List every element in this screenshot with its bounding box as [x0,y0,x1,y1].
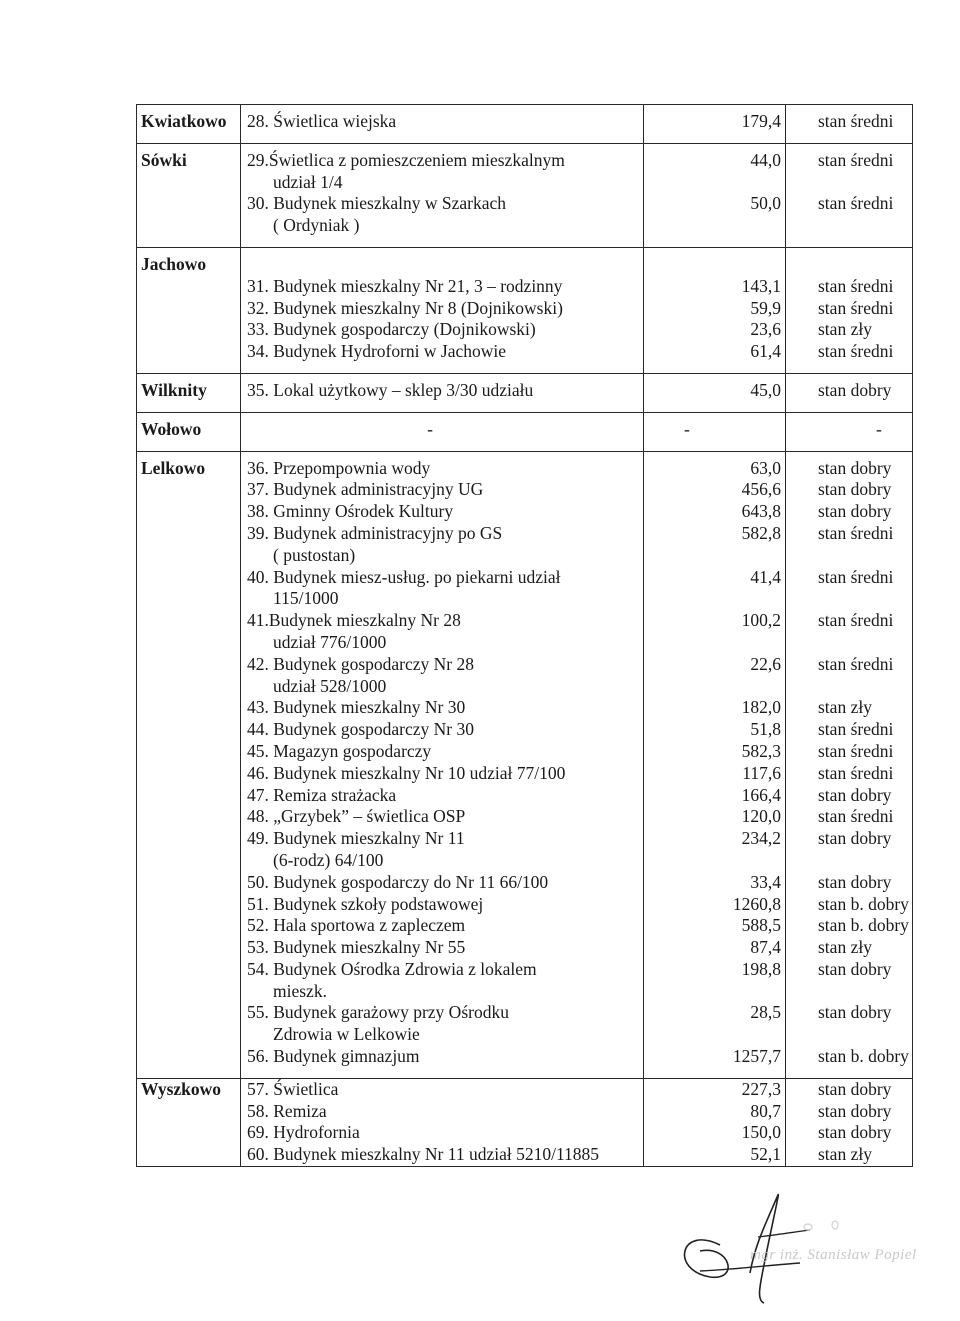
area-value: 234,2 [741,828,781,849]
condition-value: stan średni [818,806,894,827]
signature-stamp-text: mgr inż. Stanisław Popiel [750,1247,917,1263]
condition-cell [786,1078,913,1166]
item-description: 46. Budynek mieszkalny Nr 10 udział 77/100 [247,762,566,783]
table-row [137,1078,913,1166]
condition-cell [786,247,913,373]
item-description: 36. Przepompownia wody [247,457,431,478]
area-value: 582,8 [741,522,781,543]
items-cell [241,105,644,144]
condition-value: stan średni [818,522,894,543]
location-cell [137,105,241,144]
table-row [137,373,913,412]
area-value: 80,7 [750,1100,781,1121]
table-row [137,143,913,247]
area-value: 44,0 [750,149,781,170]
location-name: Lelkowo [141,457,206,478]
item-description: 28. Świetlica wiejska [247,111,397,131]
item-description: 58. Remiza [247,1100,327,1121]
area-value: 120,0 [741,806,781,827]
location-cell [137,1078,241,1166]
item-description: 34. Budynek Hydroforni w Jachowie [247,341,507,362]
condition-value: stan zły [818,1144,872,1165]
item-description: udział 1/4 [273,171,343,192]
area-value: 87,4 [750,937,781,958]
item-description: 39. Budynek administracyjny po GS [247,522,503,543]
area-value: 41,4 [750,566,781,587]
location-cell [137,247,241,373]
area-value: 63,0 [750,457,781,478]
condition-cell [786,143,913,247]
location-name: Kwiatkowo [141,111,227,131]
table-row [137,247,913,373]
item-description: 30. Budynek mieszkalny w Szarkach [247,193,507,214]
condition-value: stan średni [818,610,894,631]
condition-value: stan dobry [818,871,892,892]
area-value: 33,4 [750,871,781,892]
item-description: 38. Gminny Ośrodek Kultury [247,501,454,522]
item-description: mieszk. [273,980,327,1001]
item-description: ( pustostan) [273,544,356,565]
area-value: 227,3 [741,1078,781,1099]
items-cell [241,1078,644,1166]
condition-value: stan dobry [818,1100,892,1121]
area-value: 588,5 [741,915,781,936]
location-cell [137,451,241,1078]
item-description: 37. Budynek administracyjny UG [247,479,484,500]
item-description: (6-rodz) 64/100 [273,849,384,870]
item-description: udział 776/1000 [273,631,387,652]
condition-value: stan średni [818,566,894,587]
condition-value: stan dobry [818,828,892,849]
item-description: 50. Budynek gospodarczy do Nr 11 66/100 [247,871,549,892]
condition-value: stan dobry [818,479,892,500]
area-cell [644,373,786,412]
item-description: 32. Budynek mieszkalny Nr 8 (Dojnikowski) [247,297,563,318]
area-value: 166,4 [741,784,781,805]
condition-value: stan średni [818,653,894,674]
area-cell [644,412,786,451]
property-table [136,104,913,1167]
condition-cell [786,412,913,451]
item-description: udział 528/1000 [273,675,387,696]
item-description: 45. Magazyn gospodarczy [247,740,432,761]
item-description: 115/1000 [273,588,339,609]
area-cell [644,105,786,144]
item-description: - [427,418,433,439]
area-value: 61,4 [750,341,781,362]
item-description: 29.Świetlica z pomieszczeniem mieszkalnym [247,149,565,170]
condition-value: stan średni [818,193,894,214]
area-value: 1260,8 [732,893,781,914]
table-row [137,451,913,1078]
area-value: 117,6 [742,762,781,783]
item-description: 53. Budynek mieszkalny Nr 55 [247,937,466,958]
area-cell [644,143,786,247]
item-description: 56. Budynek gimnazjum [247,1046,420,1067]
area-value: 1257,7 [732,1046,781,1067]
table-row [137,412,913,451]
condition-value: stan dobry [818,1002,892,1023]
area-value: 582,3 [741,740,781,761]
condition-value: stan średni [818,719,894,740]
area-cell [644,247,786,373]
item-description: 51. Budynek szkoły podstawowej [247,893,484,914]
table-row [137,105,913,144]
area-value: 198,8 [741,958,781,979]
table-body [137,105,913,1167]
condition-value: stan średni [818,341,894,362]
condition-value: stan średni [818,275,894,296]
item-description: 44. Budynek gospodarczy Nr 30 [247,719,474,740]
condition-value: stan dobry [818,1078,892,1099]
area-value: 51,8 [750,719,781,740]
area-value: 643,8 [741,501,781,522]
area-value: 52,1 [750,1144,781,1165]
area-value: 179,4 [741,111,781,131]
item-description: 47. Remiza strażacka [247,784,397,805]
condition-cell [786,451,913,1078]
item-description: 42. Budynek gospodarczy Nr 28 [247,653,474,674]
item-description: 52. Hala sportowa z zapleczem [247,915,466,936]
item-description: 40. Budynek miesz-usług. po piekarni udział [247,566,561,587]
area-value: 143,1 [741,275,781,296]
item-description: 43. Budynek mieszkalny Nr 30 [247,697,466,718]
item-description: 49. Budynek mieszkalny Nr 11 [247,828,465,849]
condition-value: stan zły [818,319,872,340]
location-name: Jachowo [141,253,207,274]
item-description: 48. „Grzybek” – świetlica OSP [247,806,466,827]
items-cell [241,247,644,373]
location-cell [137,373,241,412]
items-cell [241,451,644,1078]
item-description: Zdrowia w Lelkowie [273,1024,420,1045]
area-cell [644,1078,786,1166]
item-description: 35. Lokal użytkowy – sklep 3/30 udziału [247,379,534,400]
condition-value: stan średni [818,149,894,170]
condition-value: stan dobry [818,958,892,979]
condition-value: stan zły [818,937,872,958]
condition-value: stan b. dobry [818,915,909,936]
item-description: 41.Budynek mieszkalny Nr 28 [247,610,461,631]
item-description: 57. Świetlica [247,1078,339,1099]
area-value: 50,0 [750,193,781,214]
condition-cell [786,373,913,412]
area-value: 23,6 [750,319,781,340]
items-cell [241,143,644,247]
condition-value: stan dobry [818,457,892,478]
item-description: ( Ordyniak ) [273,215,360,236]
location-cell [137,412,241,451]
items-cell [241,412,644,451]
location-name: Wołowo [141,418,202,439]
condition-value: stan średni [818,740,894,761]
area-value: - [684,418,690,439]
condition-value: stan b. dobry [818,893,909,914]
item-description: 33. Budynek gospodarczy (Dojnikowski) [247,319,536,340]
condition-value: stan dobry [818,379,892,400]
item-description: 55. Budynek garażowy przy Ośrodku [247,1002,509,1023]
location-name: Wyszkowo [141,1078,222,1099]
condition-value: - [876,418,882,439]
signature-area [660,1185,940,1305]
location-cell [137,143,241,247]
signature-scribble-icon [660,1185,940,1305]
condition-value: stan dobry [818,1122,892,1143]
area-value: 22,6 [750,653,781,674]
area-cell [644,451,786,1078]
area-value: 59,9 [750,297,781,318]
condition-value: stan b. dobry [818,1046,909,1067]
item-description: 31. Budynek mieszkalny Nr 21, 3 – rodzinny [247,275,563,296]
condition-cell [786,105,913,144]
location-name: Sówki [141,149,187,170]
item-description: 54. Budynek Ośrodka Zdrowia z lokalem [247,958,537,979]
area-value: 100,2 [741,610,781,631]
area-value: 28,5 [750,1002,781,1023]
items-cell [241,373,644,412]
condition-value: stan średni [818,111,894,131]
item-description: 60. Budynek mieszkalny Nr 11 udział 5210/11885 [247,1144,600,1165]
condition-value: stan dobry [818,784,892,805]
location-name: Wilknity [141,379,207,400]
condition-value: stan dobry [818,501,892,522]
area-value: 45,0 [750,379,781,400]
condition-value: stan średni [818,297,894,318]
area-value: 182,0 [741,697,781,718]
condition-value: stan średni [818,762,894,783]
item-description: 69. Hydrofornia [247,1122,360,1143]
area-value: 150,0 [741,1122,781,1143]
area-value: 456,6 [741,479,781,500]
condition-value: stan zły [818,697,872,718]
